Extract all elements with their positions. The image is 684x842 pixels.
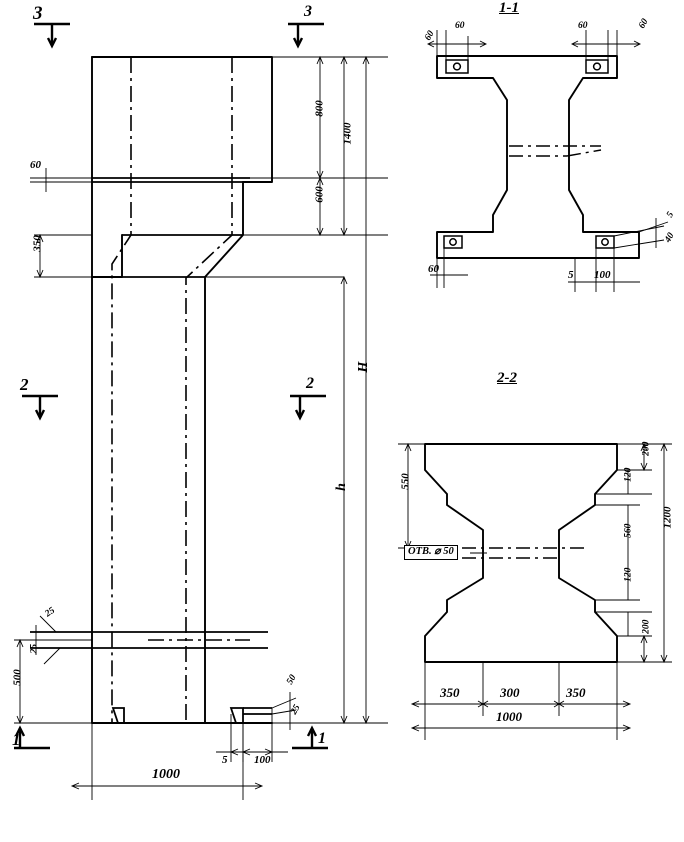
s11-dim-40-br: 40 [663, 231, 677, 245]
s11-dim-60-tr-out: 60 [637, 17, 651, 31]
mark-2-right: 2 [306, 375, 314, 392]
dim-25-a: 25 [43, 605, 57, 620]
s22-dim-300: 300 [500, 685, 520, 700]
dim-H: H [356, 361, 371, 373]
dim-100-bottom: 100 [254, 754, 271, 766]
dim-25-b: 25 [29, 644, 40, 654]
dim-350-left: 350 [31, 235, 44, 252]
s22-dim-1200: 1200 [661, 506, 674, 529]
dim-60-top-left: 60 [30, 159, 41, 171]
section-1-1-title: 1-1 [499, 0, 519, 16]
dim-1000-bottom: 1000 [152, 767, 180, 782]
dim-800: 800 [313, 100, 326, 117]
s22-dim-200-top: 200 [641, 441, 652, 456]
s22-dim-200-bottom: 200 [641, 619, 652, 634]
mark-3-right: 3 [304, 3, 312, 20]
mark-1-left: 1 [12, 730, 21, 749]
mark-1-right: 1 [318, 730, 326, 747]
dim-1400: 1400 [341, 122, 354, 145]
mark-3-left: 3 [33, 3, 43, 24]
dim-50-bracket: 50 [285, 673, 299, 687]
section-2-2-title: 2-2 [497, 370, 517, 386]
s11-dim-100-bottom: 100 [594, 269, 611, 281]
dim-h: h [334, 483, 349, 491]
s22-dim-350-left: 350 [440, 685, 460, 700]
s22-dim-120-top: 120 [623, 467, 634, 482]
s22-dim-550: 550 [399, 473, 412, 490]
s11-dim-60-tr-in: 60 [578, 21, 588, 31]
s22-dim-350-right: 350 [566, 685, 586, 700]
s11-dim-60-bl: 60 [428, 263, 439, 275]
s11-dim-5-bottom: 5 [568, 269, 574, 281]
dim-600: 600 [313, 186, 326, 203]
dim-25-bracket: 25 [289, 703, 303, 717]
s22-note-hole: ОТВ. ⌀ 50 [404, 545, 458, 560]
dim-500: 500 [11, 669, 24, 686]
dim-5-bottom: 5 [222, 754, 228, 766]
s22-dim-120-bottom: 120 [623, 567, 634, 582]
s11-dim-5-br: 5 [665, 210, 677, 220]
s22-dim-560: 560 [623, 523, 634, 538]
s22-dim-1000: 1000 [496, 709, 522, 724]
mark-2-left: 2 [20, 375, 29, 394]
s11-dim-60-tl-out: 60 [423, 29, 437, 43]
s11-dim-60-tl-in: 60 [455, 21, 465, 31]
